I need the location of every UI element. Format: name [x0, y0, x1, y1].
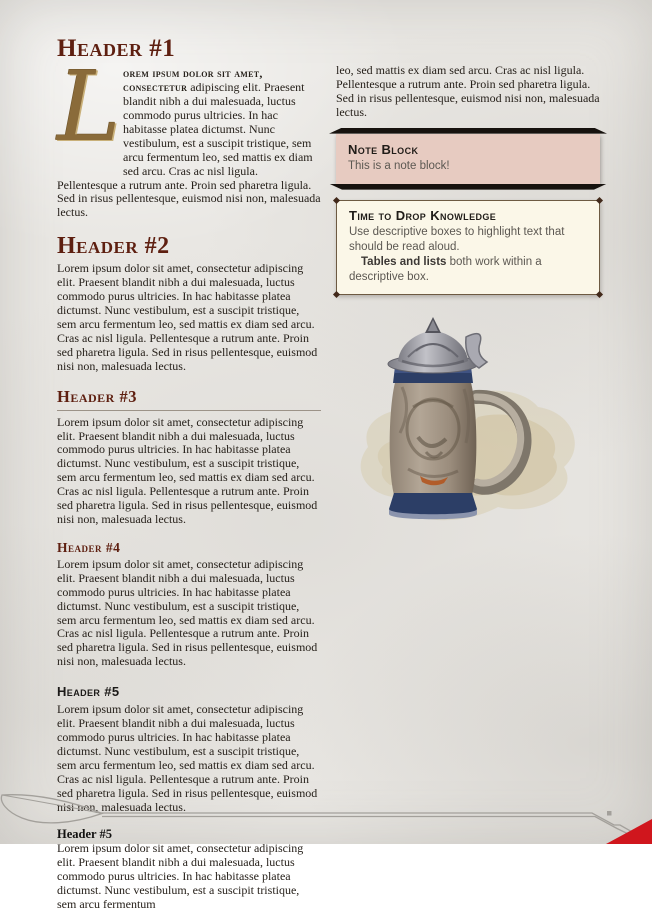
column-overflow-paragraph: leo, sed mattis ex diam sed arcu. Cras ac nisl ligula. Pellentesque a rutrum ante. Proin sed pharetra ligula. Sed in risus pellentesque, euismod nisi non, malesuada lectus. [336, 63, 600, 119]
note-block-body: This is a note block! [348, 159, 450, 172]
paragraph: Lorem ipsum dolor sit amet, consectetur adipiscing elit. Praesent blandit nibh a dui malesuada, luctus commodo purus ultricies. In hac habitasse platea dictumst. Nunc vestibulum, est a suscipit tristique, sem arcu fermentum leo, sed mattis ex diam sed arcu. Cras ac nisl ligula. Pellentesque a rutrum ante. Proin sed pharetra ligula. Sed in risus pellentesque, euismod nisi non, malesuada lectus. [57, 261, 318, 373]
corner-dot-icon [333, 291, 340, 298]
descriptive-box-rest-text: both work within a descriptive box. [349, 256, 542, 284]
corner-dot-icon [596, 197, 603, 204]
descriptive-box [336, 200, 600, 296]
beer-stein-illustration [338, 317, 600, 537]
header-5-bold: Header #5 [57, 827, 112, 842]
header-3: Header #3 [57, 387, 321, 411]
paragraph: Lorem ipsum dolor sit amet, consectetur adipiscing elit. Praesent blandit nibh a dui malesuada, luctus commodo purus ultricies. In hac habitasse platea dictumst. Nunc vestibulum, est a suscipit tristique, sem arcu fermentum leo, sed mattis ex diam sed arcu. Cras ac nisl ligula. Pellentesque a rutrum ante. Proin sed pharetra ligula. Sed in risus pellentesque, euismod nisi non, malesuada lectus. [57, 556, 318, 669]
lead-in-text: orem ipsum dolor sit amet, consectetur [123, 66, 263, 95]
footer-dot-icon [607, 811, 612, 816]
note-block-top-bar [329, 128, 607, 134]
note-block [336, 134, 600, 184]
leaf-flourish-icon [1, 795, 102, 823]
paragraph-text: adipiscing elit. Praesent blandit nibh a dui malesuada, luctus commodo purus ultricies. In hac habitasse platea dictumst. Nunc vestibulum, est a suscipit tristique, sem arcu fermentum leo, sed mattis ex diam sed arcu. Cras ac nisl ligula. Pellentesque a rutrum ante. Proin sed pharetra ligula. Sed in risus pellentesque, euismod nisi non, malesuada lectus. [57, 80, 321, 220]
corner-dot-icon [333, 197, 340, 204]
note-block-title: Note Block [348, 141, 419, 157]
footer-ornament [0, 784, 652, 844]
header-1: Header #1 [57, 35, 176, 62]
dropcap-paragraph [57, 51, 321, 220]
drop-cap-letter: L [57, 51, 121, 164]
red-corner-triangle [606, 819, 652, 844]
corner-dot-icon [596, 291, 603, 298]
paragraph-truncated: Lorem ipsum dolor sit amet, consectetur adipiscing elit. Praesent blandit nibh a dui malesuada, luctus commodo purus ultricies. In hac habitasse platea dictumst. Nunc vestibulum, est a suscipit tristique, sem arcu fermentum [57, 841, 304, 912]
paragraph: Lorem ipsum dolor sit amet, consectetur adipiscing elit. Praesent blandit nibh a dui malesuada, luctus commodo purus ultricies. In hac habitasse platea dictumst. Nunc vestibulum, est a suscipit tristique, sem arcu fermentum leo, sed mattis ex diam sed arcu. Cras ac nisl ligula. Pellentesque a rutrum ante. Proin sed pharetra ligula. Sed in risus pellentesque, euismod nisi non, malesuada lectus. [57, 702, 318, 814]
header-5: Header #5 [57, 684, 120, 700]
left-column [57, 36, 321, 914]
descriptive-box-bold-text: Tables and lists [361, 256, 447, 269]
descriptive-box-title: Time to Drop Knowledge [349, 207, 497, 223]
right-column [336, 64, 600, 537]
paragraph: Lorem ipsum dolor sit amet, consectetur adipiscing elit. Praesent blandit nibh a dui malesuada, luctus commodo purus ultricies. In hac habitasse platea dictumst. Nunc vestibulum, est a suscipit tristique, sem arcu fermentum leo, sed mattis ex diam sed arcu. Cras ac nisl ligula. Pellentesque a rutrum ante. Proin sed pharetra ligula. Sed in risus pellentesque, euismod nisi non, malesuada lectus. [57, 414, 318, 526]
note-block-bottom-bar [329, 184, 607, 190]
descriptive-box-line1: Use descriptive boxes to highlight text that should be read aloud. [349, 225, 565, 253]
header-4: Header #4 [57, 539, 121, 555]
header-2: Header #2 [57, 233, 170, 260]
descriptive-box-line2 [349, 255, 587, 285]
